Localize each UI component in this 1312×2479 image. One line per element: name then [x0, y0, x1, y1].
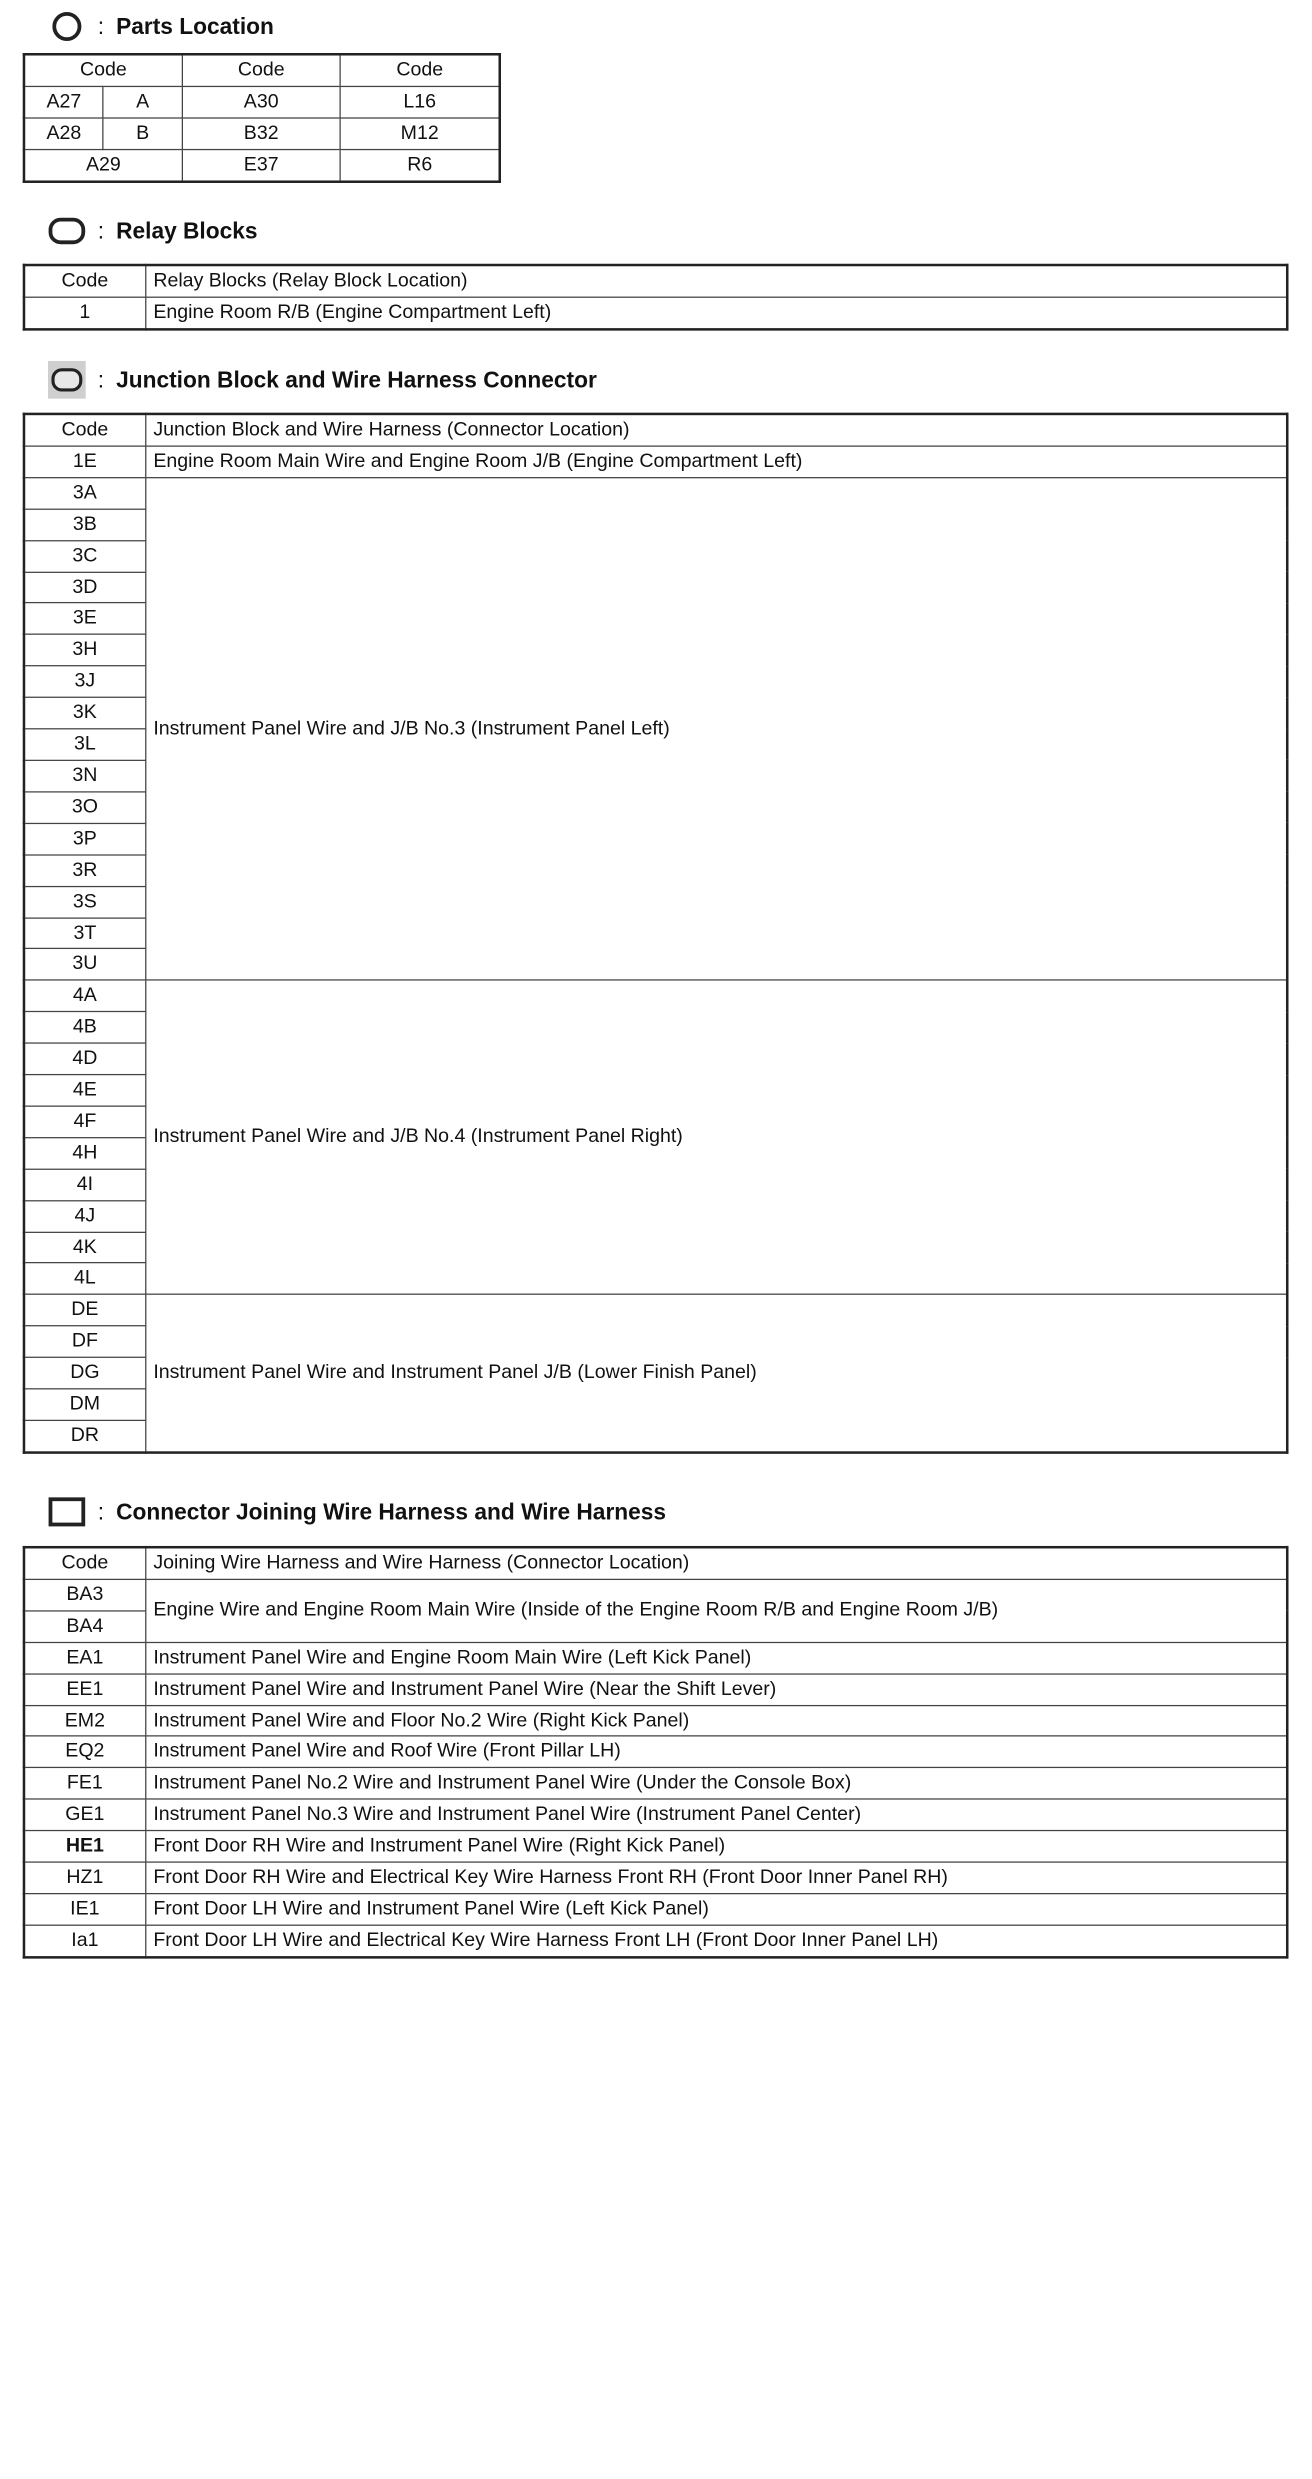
column-header: Code	[24, 54, 182, 86]
code-cell: GE1	[24, 1799, 145, 1830]
relay-blocks-table	[23, 264, 1289, 331]
table-row	[24, 1705, 1287, 1736]
code-cell: 3A	[24, 477, 145, 508]
description-cell: Engine Room R/B (Engine Compartment Left)	[145, 297, 1287, 329]
column-header: Joining Wire Harness and Wire Harness (Connector Location)	[145, 1547, 1287, 1579]
table-row	[24, 980, 1287, 1011]
table-row	[24, 1862, 1287, 1893]
column-header: Code	[182, 54, 340, 86]
code-cell: 3N	[24, 760, 145, 791]
heading-colon: :	[97, 13, 105, 39]
section-title: Parts Location	[116, 13, 274, 39]
description-cell: Instrument Panel Wire and Engine Room Main Wire (Left Kick Panel)	[145, 1642, 1287, 1673]
code-cell: BA3	[24, 1579, 145, 1610]
table-row	[24, 1831, 1287, 1862]
code-cell: DM	[24, 1389, 145, 1420]
table-header-row	[24, 265, 1287, 297]
code-cell: B32	[182, 118, 340, 149]
code-cell: EE1	[24, 1674, 145, 1705]
code-cell: 4J	[24, 1200, 145, 1231]
description-cell: Front Door LH Wire and Instrument Panel Wire (Left Kick Panel)	[145, 1894, 1287, 1925]
table-row	[24, 1736, 1287, 1767]
code-cell: 3B	[24, 509, 145, 540]
heading-colon: :	[97, 217, 105, 243]
code-cell: FE1	[24, 1768, 145, 1799]
code-cell: 3T	[24, 917, 145, 948]
column-header: Code	[24, 414, 145, 446]
column-header: Code	[24, 265, 145, 297]
code-cell: 4A	[24, 980, 145, 1011]
column-header: Code	[340, 54, 499, 86]
code-cell: IE1	[24, 1894, 145, 1925]
circle-symbol-icon	[48, 9, 86, 44]
code-cell: R6	[340, 149, 499, 181]
code-cell: DG	[24, 1358, 145, 1389]
table-row	[24, 297, 1287, 329]
table-row	[24, 1799, 1287, 1830]
code-cell: 4F	[24, 1106, 145, 1137]
code-cell: 3O	[24, 792, 145, 823]
code-cell: 4E	[24, 1075, 145, 1106]
code-cell: A30	[182, 86, 340, 117]
code-cell: 4D	[24, 1043, 145, 1074]
code-cell: 3D	[24, 572, 145, 603]
code-cell: 3S	[24, 886, 145, 917]
code-cell: HE1	[24, 1831, 145, 1862]
section-title: Connector Joining Wire Harness and Wire Harness	[116, 1498, 667, 1524]
table-row	[24, 1642, 1287, 1673]
description-cell: Instrument Panel Wire and J/B No.4 (Instrument Panel Right)	[145, 980, 1287, 1294]
code-cell: B	[103, 118, 182, 149]
code-cell: HZ1	[24, 1862, 145, 1893]
code-cell: 4K	[24, 1232, 145, 1263]
code-cell: 1	[24, 297, 145, 329]
code-cell: A	[103, 86, 182, 117]
code-cell: 3H	[24, 635, 145, 666]
description-cell: Instrument Panel Wire and Roof Wire (Front Pillar LH)	[145, 1736, 1287, 1767]
description-cell: Instrument Panel No.2 Wire and Instrument Panel Wire (Under the Console Box)	[145, 1768, 1287, 1799]
description-cell: Front Door RH Wire and Instrument Panel Wire (Right Kick Panel)	[145, 1831, 1287, 1862]
code-cell: Ia1	[24, 1925, 145, 1957]
code-cell: 3C	[24, 540, 145, 571]
description-cell: Instrument Panel Wire and J/B No.3 (Instrument Panel Left)	[145, 477, 1287, 980]
table-header-row	[24, 1547, 1287, 1579]
code-cell: 4B	[24, 1012, 145, 1043]
code-cell: 3J	[24, 666, 145, 697]
junction-block-heading	[48, 361, 597, 399]
description-cell: Front Door LH Wire and Electrical Key Wire Harness Front LH (Front Door Inner Panel LH)	[145, 1925, 1287, 1957]
code-cell: L16	[340, 86, 499, 117]
section-title: Relay Blocks	[116, 217, 258, 243]
table-row	[24, 1925, 1287, 1957]
code-cell: 3K	[24, 697, 145, 728]
description-cell: Engine Wire and Engine Room Main Wire (Inside of the Engine Room R/B and Engine Room J/B)	[145, 1579, 1287, 1642]
shaded-rounded-rect-symbol-icon	[48, 362, 86, 397]
code-cell: A29	[24, 149, 182, 181]
code-cell: M12	[340, 118, 499, 149]
junction-block-table	[23, 413, 1289, 1454]
relay-blocks-heading	[48, 212, 258, 250]
code-cell: 1E	[24, 446, 145, 477]
table-row	[24, 86, 500, 117]
table-row	[24, 446, 1287, 477]
table-row	[24, 1768, 1287, 1799]
code-cell: E37	[182, 149, 340, 181]
table-row	[24, 149, 500, 181]
code-cell: A27	[24, 86, 103, 117]
column-header: Junction Block and Wire Harness (Connector Location)	[145, 414, 1287, 446]
description-cell: Instrument Panel No.3 Wire and Instrument Panel Wire (Instrument Panel Center)	[145, 1799, 1287, 1830]
square-symbol-icon	[48, 1494, 86, 1529]
code-cell: 3U	[24, 949, 145, 980]
table-row	[24, 1674, 1287, 1705]
parts-location-table	[23, 53, 501, 183]
table-row	[24, 118, 500, 149]
code-cell: 3R	[24, 855, 145, 886]
heading-colon: :	[97, 366, 105, 392]
code-cell: EA1	[24, 1642, 145, 1673]
code-cell: EM2	[24, 1705, 145, 1736]
table-row	[24, 477, 1287, 508]
table-row	[24, 1579, 1287, 1610]
table-header-row	[24, 414, 1287, 446]
heading-colon: :	[97, 1498, 105, 1524]
description-cell: Engine Room Main Wire and Engine Room J/B (Engine Compartment Left)	[145, 446, 1287, 477]
code-cell: 3P	[24, 823, 145, 854]
description-cell: Front Door RH Wire and Electrical Key Wire Harness Front RH (Front Door Inner Panel RH)	[145, 1862, 1287, 1893]
description-cell: Instrument Panel Wire and Instrument Panel J/B (Lower Finish Panel)	[145, 1295, 1287, 1453]
code-cell: A28	[24, 118, 103, 149]
parts-location-heading	[48, 8, 274, 46]
code-cell: DR	[24, 1420, 145, 1452]
connector-joining-table	[23, 1546, 1289, 1958]
table-header-row	[24, 54, 500, 86]
table-row	[24, 1894, 1287, 1925]
code-cell: 3L	[24, 729, 145, 760]
connector-joining-heading	[48, 1493, 666, 1531]
code-cell: BA4	[24, 1611, 145, 1642]
rounded-rect-symbol-icon	[48, 213, 86, 248]
code-cell: 3E	[24, 603, 145, 634]
description-cell: Instrument Panel Wire and Instrument Panel Wire (Near the Shift Lever)	[145, 1674, 1287, 1705]
table-row	[24, 1295, 1287, 1326]
code-cell: 4I	[24, 1169, 145, 1200]
code-cell: 4L	[24, 1263, 145, 1294]
section-title: Junction Block and Wire Harness Connector	[116, 366, 597, 392]
column-header: Code	[24, 1547, 145, 1579]
description-cell: Instrument Panel Wire and Floor No.2 Wire (Right Kick Panel)	[145, 1705, 1287, 1736]
code-cell: 4H	[24, 1137, 145, 1168]
code-cell: DF	[24, 1326, 145, 1357]
code-cell: EQ2	[24, 1736, 145, 1767]
code-cell: DE	[24, 1295, 145, 1326]
column-header: Relay Blocks (Relay Block Location)	[145, 265, 1287, 297]
